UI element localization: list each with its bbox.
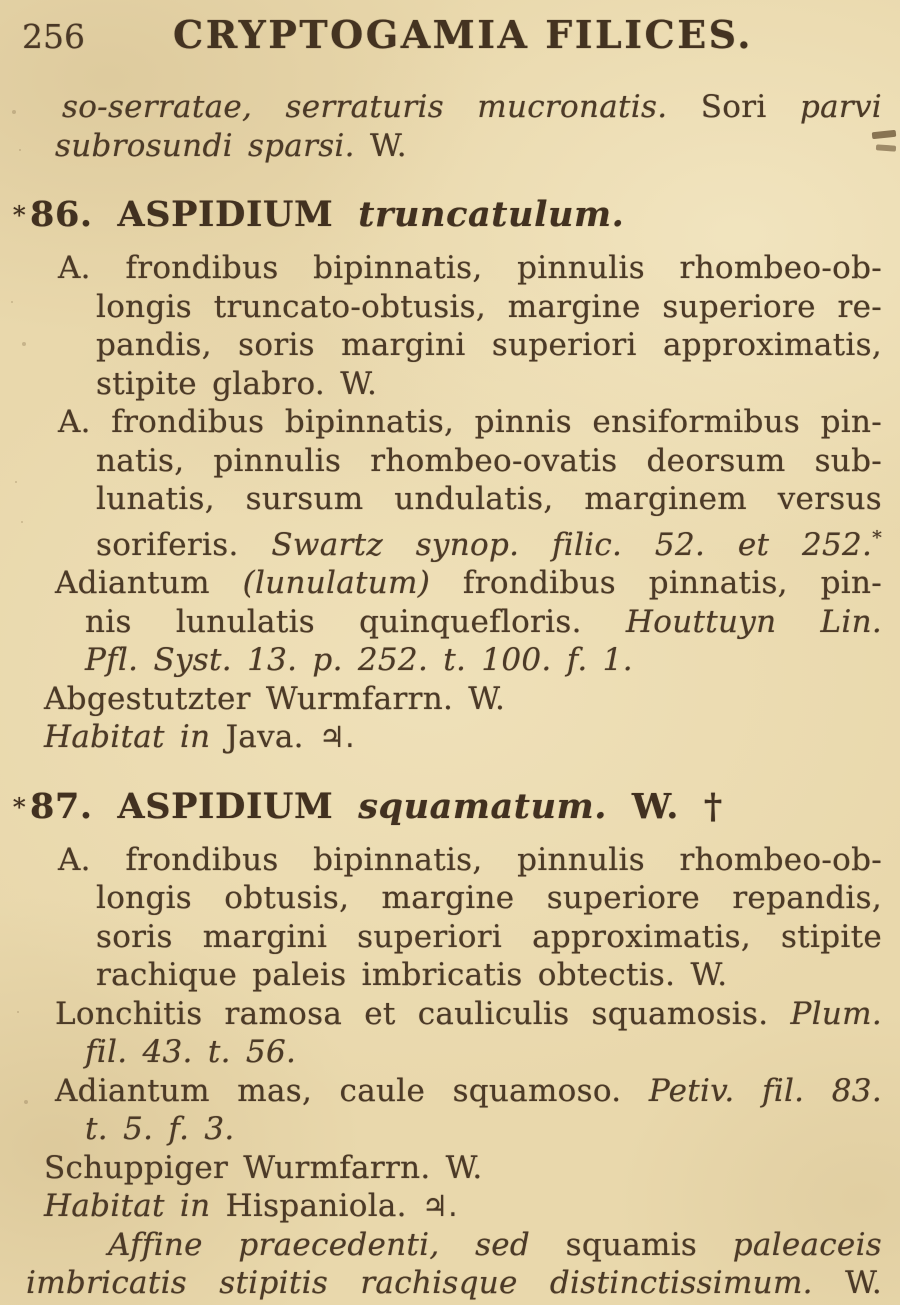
text-segment: squamis [565,1226,698,1263]
text-line [26,1264,882,1303]
text-segment: Habitat in [44,719,211,755]
paper-speck [12,110,16,114]
text-segment: W. [369,127,407,164]
running-head: CRYPTOGAMIA FILICES. [173,12,753,57]
text-segment: A. frondibus bipinnatis, pinnulis rhombeo-ob- [58,841,882,878]
text-line [44,680,900,719]
text-line [96,326,882,365]
text-segment: parvi [799,89,883,125]
text-segment: W. [340,365,378,402]
text-line [55,564,882,603]
text-line [55,995,882,1034]
block-syn-10 [0,1072,900,1149]
text-segment: ♃. [422,1189,458,1223]
text-line [44,1187,900,1226]
block-syn-9 [0,995,900,1072]
text-segment: Sori [700,89,767,125]
text-line [96,442,882,481]
text-line [58,403,882,442]
text-line [58,841,882,880]
text-segment: Swartz synop. filic. 52. et 252. [271,526,873,563]
text-segment: Adiantum [55,565,210,601]
text-segment: squamatum. [358,785,608,827]
text-segment: Habitat in [44,1188,211,1224]
text-segment: Abgestutzter Wurmfarrn. [44,680,454,717]
block-plain-11 [0,1149,900,1188]
text-segment: stipite glabro. [96,365,326,402]
text-segment: Affine praecedenti, sed [108,1226,531,1263]
text-segment: W. [468,680,506,717]
text-segment: fil. 43. t. 56. [85,1034,297,1070]
margin-star-icon: * [13,201,27,230]
text-segment: Houttuyn Lin. [625,603,883,640]
text-segment: imbricatis stipitis rachisque distinctissimum. [26,1265,813,1301]
text-segment: ♃. [318,720,355,754]
text-segment: A. frondibus bipinnatis, pinnis ensiformibus pin- [58,404,882,440]
margin-star-icon: * [13,792,27,822]
text-line [108,1226,882,1265]
text-segment: pandis, soris margini superiori approximatis, [96,327,882,363]
text-segment: Hispaniola. [225,1188,407,1224]
text-segment: lunatis, sursum undulatis, marginem versus [96,481,882,517]
block-para-3 [0,403,900,564]
text-segment: * [872,526,882,549]
text-line [58,249,882,288]
text-segment: frondibus pinnatis, pin- [462,565,883,601]
text-segment: W. [845,1265,882,1301]
text-segment: † [703,785,723,827]
text-segment: Adiantum mas, caule squamoso. [55,1072,622,1109]
text-line [96,956,882,995]
text-segment: longis truncato-obtusis, margine superiore re- [96,288,882,325]
text-line [96,918,882,957]
text-line [44,1149,900,1188]
text-segment: so-serratae, serraturis mucronatis. [62,89,668,125]
text-segment: soris margini superiori approximatis, stipite [96,918,882,955]
text-line [96,879,882,918]
block-para-8 [0,841,900,995]
text-segment: (lunulatum) [242,565,431,601]
block-plain-12 [0,1187,900,1226]
text-segment: Petiv. fil. 83. [648,1072,882,1109]
block-syn-4 [0,564,900,680]
text-segment: Lonchitis ramosa et cauliculis squamosis. [55,995,769,1032]
text-segment: Schuppiger Wurmfarrn. [44,1149,431,1186]
text-segment: W. [690,957,728,993]
block-note-13 [0,1226,900,1303]
text-line [13,191,900,239]
page-number: 256 [22,17,85,56]
text-segment: soriferis. [96,526,239,563]
text-segment: W. [445,1149,483,1186]
text-segment: Java. [225,719,304,755]
text-line [96,480,882,519]
text-line [62,88,882,127]
text-segment: longis obtusis, margine superiore repandis, [96,880,882,916]
block-plain-5 [0,680,900,719]
text-segment: rachique paleis imbricatis obtectis. [96,957,676,993]
text-line [96,288,882,327]
text-line [55,1072,882,1111]
text-line [96,365,882,404]
text-segment: W. [631,785,680,827]
text-segment: A. frondibus bipinnatis, pinnulis rhombeo-ob- [58,250,882,286]
text-segment: nis lunulatis quinquefloris. [85,603,582,640]
text-segment: 87. ASPIDIUM [30,785,334,827]
block-para-2 [0,249,900,403]
block-heading-1 [0,191,900,239]
text-line [85,1033,882,1072]
text-segment: natis, pinnulis rhombeo-ovatis deorsum sub- [96,442,882,479]
block-heading-7 [0,783,900,831]
text-line [44,718,900,757]
text-segment: Plum. [790,995,883,1032]
text-line [85,603,882,642]
text-body [0,88,900,1303]
text-segment: Pfl. Syst. 13. p. 252. t. 100. f. 1. [85,642,633,678]
text-segment: paleaceis [732,1226,883,1263]
block-intro-0 [0,88,900,165]
text-segment: truncatulum. [358,194,625,235]
text-line [13,783,900,831]
text-line [55,127,900,166]
text-segment: t. 5. f. 3. [85,1111,235,1147]
text-segment: 86. ASPIDIUM [30,194,334,235]
text-segment: subrosundi sparsi. [55,127,355,164]
text-line [96,519,882,565]
block-plain-6 [0,718,900,757]
text-line [85,641,882,680]
text-line [85,1110,882,1149]
